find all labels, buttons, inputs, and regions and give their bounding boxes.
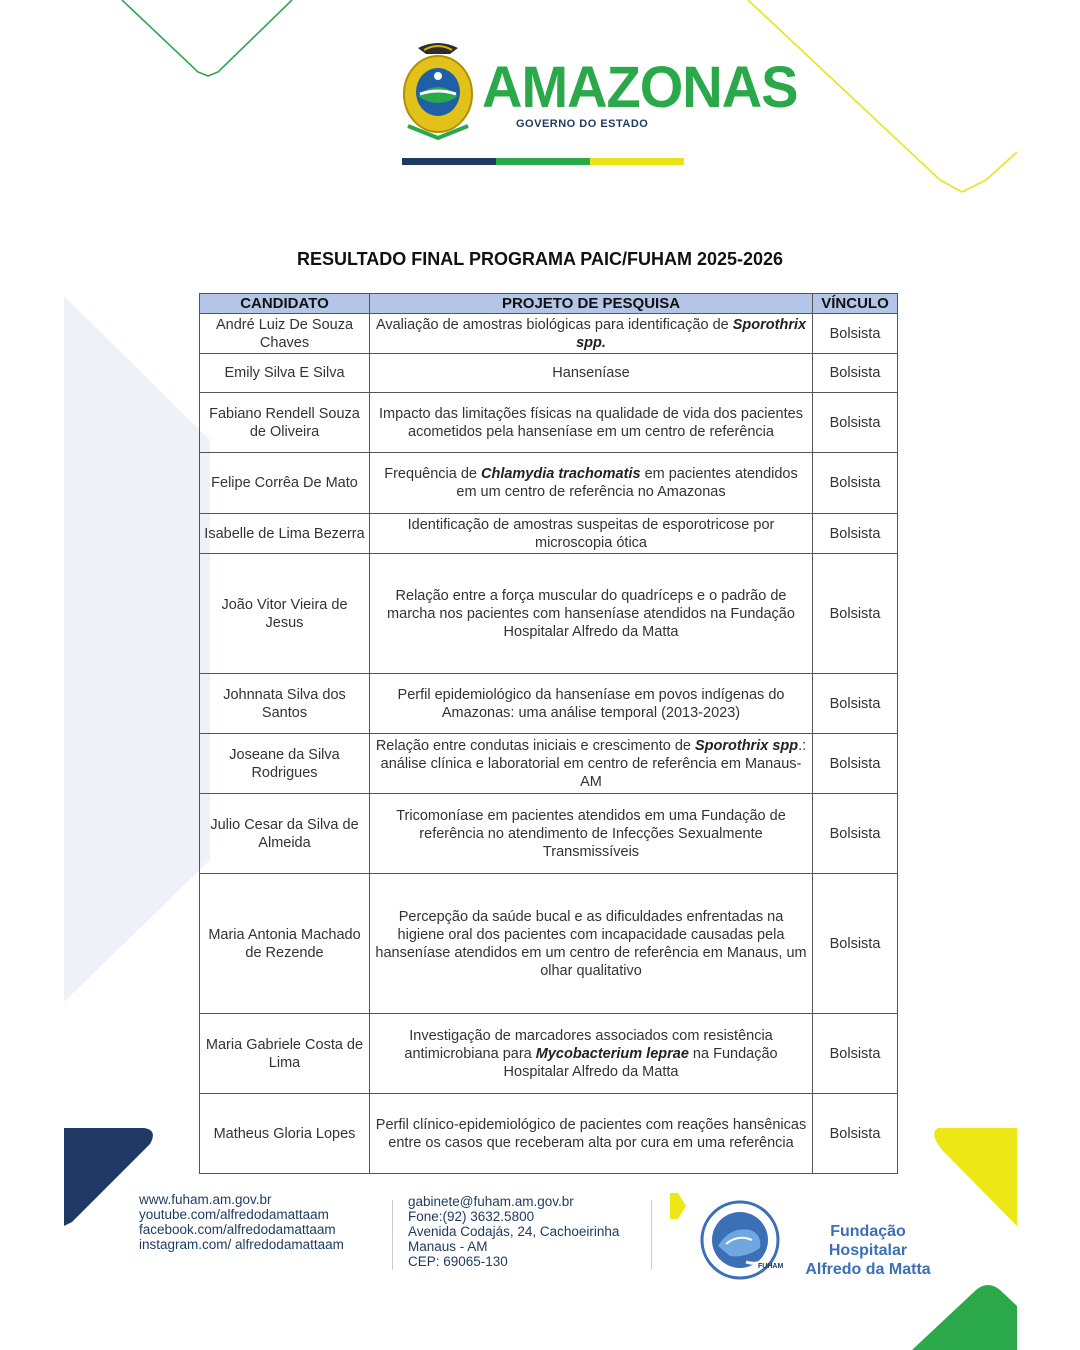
footer-youtube-link[interactable]: youtube.com/alfredodamattaam: [139, 1207, 329, 1222]
project-cell: [370, 794, 813, 874]
project-species-name: Sporothrix spp: [694, 737, 799, 754]
top-left-chevron-line: [122, 0, 292, 76]
footer-divider-left: [392, 1200, 393, 1270]
project-cell: [370, 734, 813, 794]
foundation-name-line-3: Alfredo da Matta: [805, 1261, 931, 1278]
project-text: Investigação de marcadores associados com resistência antimicrobiana para: [404, 1027, 773, 1062]
brand-subtitle: GOVERNO DO ESTADO: [516, 118, 649, 130]
status-cell: Bolsista: [813, 794, 898, 874]
status-cell: Bolsista: [813, 734, 898, 794]
candidate-cell: Fabiano Rendell Souza de Oliveira: [200, 393, 370, 453]
footer-address: Avenida Codajás, 24, Cachoeirinha: [408, 1224, 620, 1239]
candidate-cell: João Vitor Vieira de Jesus: [200, 554, 370, 674]
table-row: [200, 453, 898, 514]
status-cell: Bolsista: [813, 314, 898, 354]
project-text: Impacto das limitações físicas na qualidade de vida dos pacientes acometidos pela hanseníase em um centro de referência: [379, 405, 803, 440]
candidate-cell: Isabelle de Lima Bezerra: [200, 514, 370, 554]
candidate-cell: Julio Cesar da Silva de Almeida: [200, 794, 370, 874]
project-cell: [370, 314, 813, 354]
project-text-continued: na Fundação Hospitalar Alfredo da Matta: [503, 1045, 778, 1080]
results-table: [199, 293, 898, 1174]
stripe-green: [496, 158, 590, 165]
status-cell: Bolsista: [813, 554, 898, 674]
footer-yellow-arrow: [670, 1193, 686, 1219]
footer-divider-right: [651, 1200, 652, 1270]
footer-website-link[interactable]: www.fuham.am.gov.br: [139, 1192, 272, 1207]
project-cell: [370, 674, 813, 734]
table-row: [200, 554, 898, 674]
table-row: [200, 354, 898, 393]
brand-name: AMAZONAS: [482, 53, 798, 120]
table-row: [200, 794, 898, 874]
table-row: [200, 314, 898, 354]
status-cell: Bolsista: [813, 674, 898, 734]
project-text: Frequência de: [384, 466, 481, 482]
header-candidate: CANDIDATO: [200, 294, 370, 314]
project-text: Percepção da saúde bucal e as dificuldades enfrentadas na higiene oral dos pacientes com incapacidade causadas pela hanseníase atendidos em um centro de referência em Manaus, um olhar qualitativo: [375, 908, 807, 979]
seal-label: FUHAM: [758, 1263, 784, 1270]
table-row: [200, 734, 898, 794]
table-header-row: [200, 294, 898, 314]
project-text: Identificação de amostras suspeitas de esporotricose por microscopia ótica: [407, 516, 775, 551]
candidate-cell: Felipe Corrêa De Mato: [200, 453, 370, 514]
project-text: Relação entre a força muscular do quadríceps e o padrão de marcha nos pacientes com hanseníase atendidos na Fundação Hospitalar Alfredo da Matta: [387, 587, 795, 640]
project-text: Hanseníase: [552, 365, 630, 381]
project-text: Relação entre condutas iniciais e crescimento de: [375, 737, 695, 754]
fuham-seal-icon: [700, 1200, 784, 1280]
project-species-name: Chlamydia trachomatis: [480, 466, 641, 482]
candidate-cell: Matheus Gloria Lopes: [200, 1094, 370, 1174]
project-cell: [370, 354, 813, 393]
document-title: RESULTADO FINAL PROGRAMA PAIC/FUHAM 2025-2026: [296, 249, 784, 269]
table-row: [200, 1014, 898, 1094]
project-text: Perfil clínico-epidemiológico de pacientes com reações hansênicas entre os casos que receberam alta por cura em uma referência: [375, 1116, 807, 1151]
status-cell: Bolsista: [813, 514, 898, 554]
foundation-name-line-1: Fundação: [830, 1223, 906, 1240]
footer-phone: Fone:(92) 3632.5800: [408, 1209, 535, 1224]
coat-of-arms-icon: [398, 38, 478, 142]
stripe-navy: [402, 158, 496, 165]
footer-city: Manaus - AM: [408, 1239, 488, 1254]
project-text-continued: em pacientes atendidos em um centro de referência no Amazonas: [456, 466, 798, 500]
project-species-name: Mycobacterium leprae: [535, 1045, 689, 1062]
footer-email[interactable]: gabinete@fuham.am.gov.br: [408, 1194, 574, 1209]
table-row: [200, 514, 898, 554]
candidate-cell: Maria Gabriele Costa de Lima: [200, 1014, 370, 1094]
bottom-right-green-shape: [912, 1285, 1017, 1350]
footer-instagram-link[interactable]: instagram.com/ alfredodamattaam: [139, 1237, 344, 1252]
candidate-cell: André Luiz De Souza Chaves: [200, 314, 370, 354]
project-cell: [370, 453, 813, 514]
project-cell: [370, 554, 813, 674]
candidate-cell: Emily Silva E Silva: [200, 354, 370, 393]
bottom-right-yellow-shape: [934, 1128, 1017, 1226]
table-row: [200, 1094, 898, 1174]
candidate-cell: Joseane da Silva Rodrigues: [200, 734, 370, 794]
project-cell: [370, 1014, 813, 1094]
project-cell: [370, 1094, 813, 1174]
candidate-cell: Johnnata Silva dos Santos: [200, 674, 370, 734]
status-cell: Bolsista: [813, 1094, 898, 1174]
project-text: Tricomoníase em pacientes atendidos em uma Fundação de referência no atendimento de Infecções Sexualmente Transmissíveis: [396, 807, 786, 860]
project-cell: [370, 874, 813, 1014]
foundation-name-line-2: Hospitalar: [828, 1242, 908, 1259]
header-project: PROJETO DE PESQUISA: [370, 294, 813, 314]
status-cell: Bolsista: [813, 453, 898, 514]
project-cell: [370, 393, 813, 453]
project-text-continued: .: análise clínica e laboratorial em centro de referência em Manaus-AM: [380, 737, 807, 790]
footer-facebook-link[interactable]: facebook.com/alfredodamattaam: [139, 1222, 336, 1237]
project-text: Perfil epidemiológico da hanseníase em povos indígenas do Amazonas: uma análise temporal (2013-2023): [397, 686, 785, 721]
left-faint-triangle: [64, 296, 210, 1002]
status-cell: Bolsista: [813, 1014, 898, 1094]
foundation-name: [790, 1222, 946, 1279]
footer-contact: [408, 1194, 619, 1269]
footer-postal-code: CEP: 69065-130: [408, 1254, 508, 1269]
table-row: [200, 874, 898, 1014]
status-cell: Bolsista: [813, 354, 898, 393]
status-cell: Bolsista: [813, 874, 898, 1014]
footer-links: [139, 1192, 344, 1252]
project-cell: [370, 514, 813, 554]
table-row: [200, 393, 898, 453]
table-row: [200, 674, 898, 734]
header-logo: [398, 38, 798, 168]
project-species-name: Sporothrix spp.: [576, 316, 807, 351]
candidate-cell: Maria Antonia Machado de Rezende: [200, 874, 370, 1014]
status-cell: Bolsista: [813, 393, 898, 453]
stripe-yellow: [590, 158, 684, 165]
header-status: VÍNCULO: [813, 294, 898, 314]
project-text: Avaliação de amostras biológicas para identificação de: [375, 316, 733, 333]
